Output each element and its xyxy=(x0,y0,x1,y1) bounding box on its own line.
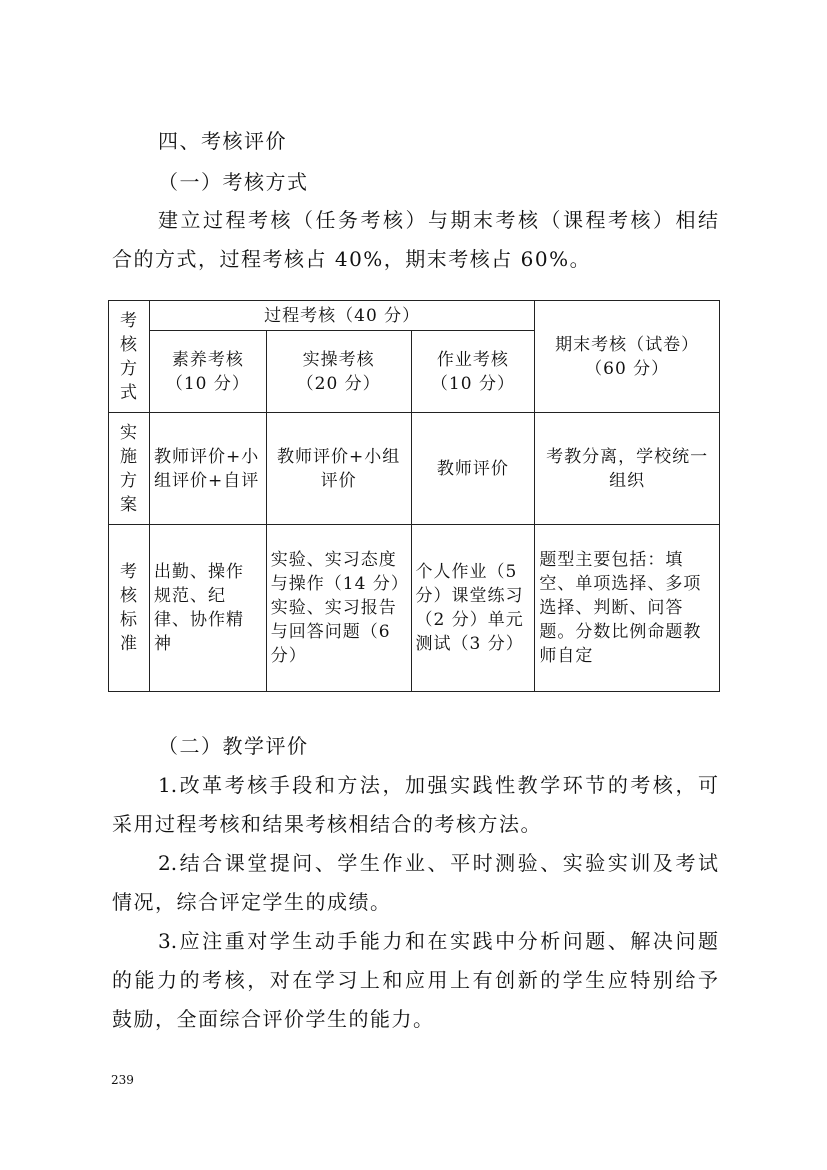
intro-paragraph-line: 合的方式，过程考核占 40%，期末考核占 60%。 xyxy=(112,247,592,271)
final-assessment-header: 期末考核（试卷） （60 分） xyxy=(535,301,720,413)
paragraph-line: 情况，综合评定学生的成绩。 xyxy=(112,890,392,914)
process-assessment-header: 过程考核（40 分） xyxy=(149,301,534,331)
row-label-standard: 考核标准 xyxy=(109,525,150,692)
paragraph-line: 采用过程考核和结果考核相结合的考核方法。 xyxy=(112,812,542,836)
paragraph-line: 3.应注重对学生动手能力和在实践中分析问题、解决问题 xyxy=(158,929,718,953)
subsection-title-assessment-method: （一）考核方式 xyxy=(158,170,309,194)
cell-standard-quality: 出勤、操作规范、纪律、协作精神 xyxy=(149,525,266,692)
paragraph-line: 1.改革考核手段和方法，加强实践性教学环节的考核，可 xyxy=(158,773,718,797)
cell-plan-quality: 教师评价+小组评价+自评 xyxy=(149,413,266,525)
row-label-plan: 实施方案 xyxy=(109,413,150,525)
assessment-table xyxy=(108,300,720,692)
practical-assessment-header: 实操考核 （20 分） xyxy=(266,331,411,413)
cell-plan-final: 考教分离，学校统一组织 xyxy=(535,413,720,525)
cell-plan-practical: 教师评价+小组评价 xyxy=(266,413,411,525)
paragraph-line: 的能力的考核，对在学习上和应用上有创新的学生应特别给予 xyxy=(112,968,718,992)
page-number: 239 xyxy=(111,1073,134,1087)
intro-paragraph-line: 建立过程考核（任务考核）与期末考核（课程考核）相结 xyxy=(158,208,718,232)
cell-standard-practical: 实验、实习态度与操作（14 分）实验、实习报告与回答问题（6 分） xyxy=(266,525,411,692)
row-label-method: 考核方式 xyxy=(109,301,150,413)
paragraph-line: 2.结合课堂提问、学生作业、平时测验、实验实训及考试 xyxy=(158,851,718,875)
cell-standard-homework: 个人作业（5 分）课堂练习（2 分）单元测试（3 分） xyxy=(411,525,535,692)
cell-plan-homework: 教师评价 xyxy=(411,413,535,525)
paragraph-line: 鼓励，全面综合评价学生的能力。 xyxy=(112,1007,435,1031)
cell-standard-final: 题型主要包括：填空、单项选择、多项选择、判断、问答题。分数比例命题教师自定 xyxy=(535,525,720,692)
section-title: 四、考核评价 xyxy=(158,129,287,153)
subsection-title-teaching-evaluation: （二）教学评价 xyxy=(158,734,309,758)
homework-assessment-header: 作业考核 （10 分） xyxy=(411,331,535,413)
quality-assessment-header: 素养考核 （10 分） xyxy=(149,331,266,413)
